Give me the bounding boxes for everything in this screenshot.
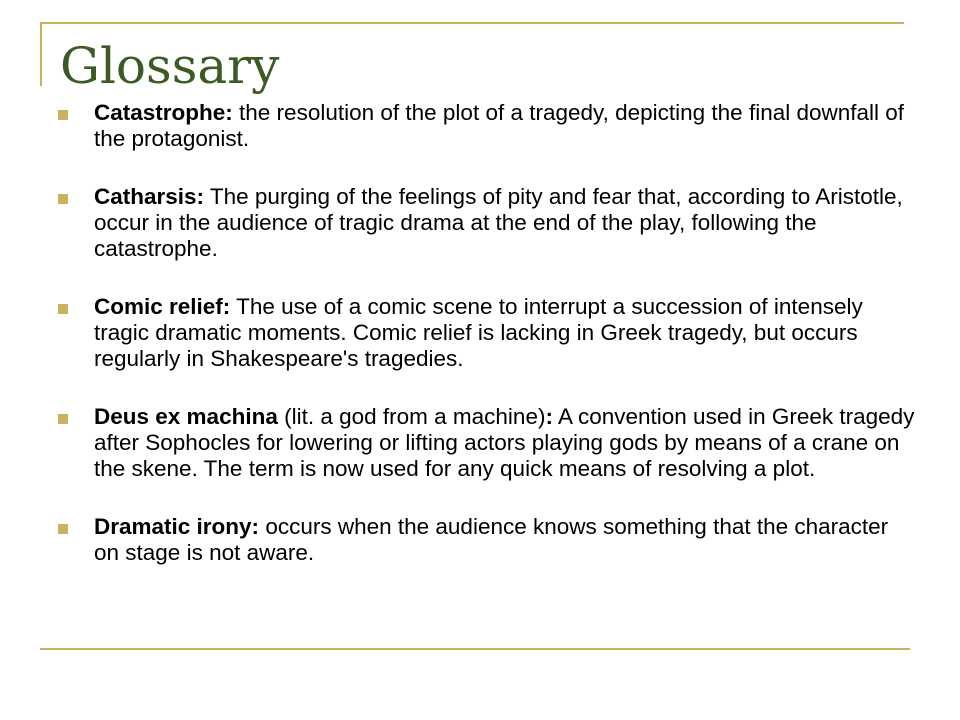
slide-title: Glossary — [60, 37, 280, 95]
square-bullet-icon — [58, 414, 68, 424]
left-divider — [40, 22, 42, 86]
bottom-divider — [40, 648, 910, 650]
glossary-definition: the resolution of the plot of a tragedy, depicting the final downfall of the protagonist. — [94, 100, 905, 151]
glossary-list — [58, 100, 918, 598]
square-bullet-icon — [58, 304, 68, 314]
glossary-definition: occurs when the audience knows something that the character on stage is not aware. — [94, 514, 889, 565]
glossary-term-colon: : — [545, 404, 553, 429]
glossary-term: Dramatic irony: — [94, 514, 260, 539]
glossary-item-comic-relief — [58, 294, 918, 372]
glossary-item-catharsis — [58, 184, 918, 262]
glossary-term: Comic relief: — [94, 294, 231, 319]
glossary-definition: A convention used in Greek tragedy after Sophocles for lowering or lifting actors playing gods by means of a crane on the skene. The term is now used for any quick means of resolving a plot. — [94, 404, 915, 481]
glossary-item-dramatic-irony — [58, 514, 918, 566]
glossary-term: Catastrophe: — [94, 100, 233, 125]
square-bullet-icon — [58, 110, 68, 120]
glossary-term: Deus ex machina — [94, 404, 278, 429]
glossary-definition: The purging of the feelings of pity and fear that, according to Aristotle, occur in the audience of tragic drama at the end of the play, following the catastrophe. — [94, 184, 903, 261]
square-bullet-icon — [58, 194, 68, 204]
top-divider — [40, 22, 904, 24]
glossary-term-gloss: (lit. a god from a machine) — [277, 404, 546, 429]
glossary-item-catastrophe — [58, 100, 918, 152]
glossary-term: Catharsis: — [94, 184, 205, 209]
glossary-definition: The use of a comic scene to interrupt a succession of intensely tragic dramatic moments. Comic relief is lacking in Greek tragedy, but occurs regularly in Shakespeare's tragedies. — [94, 294, 863, 371]
square-bullet-icon — [58, 524, 68, 534]
glossary-item-deus-ex-machina — [58, 404, 918, 482]
